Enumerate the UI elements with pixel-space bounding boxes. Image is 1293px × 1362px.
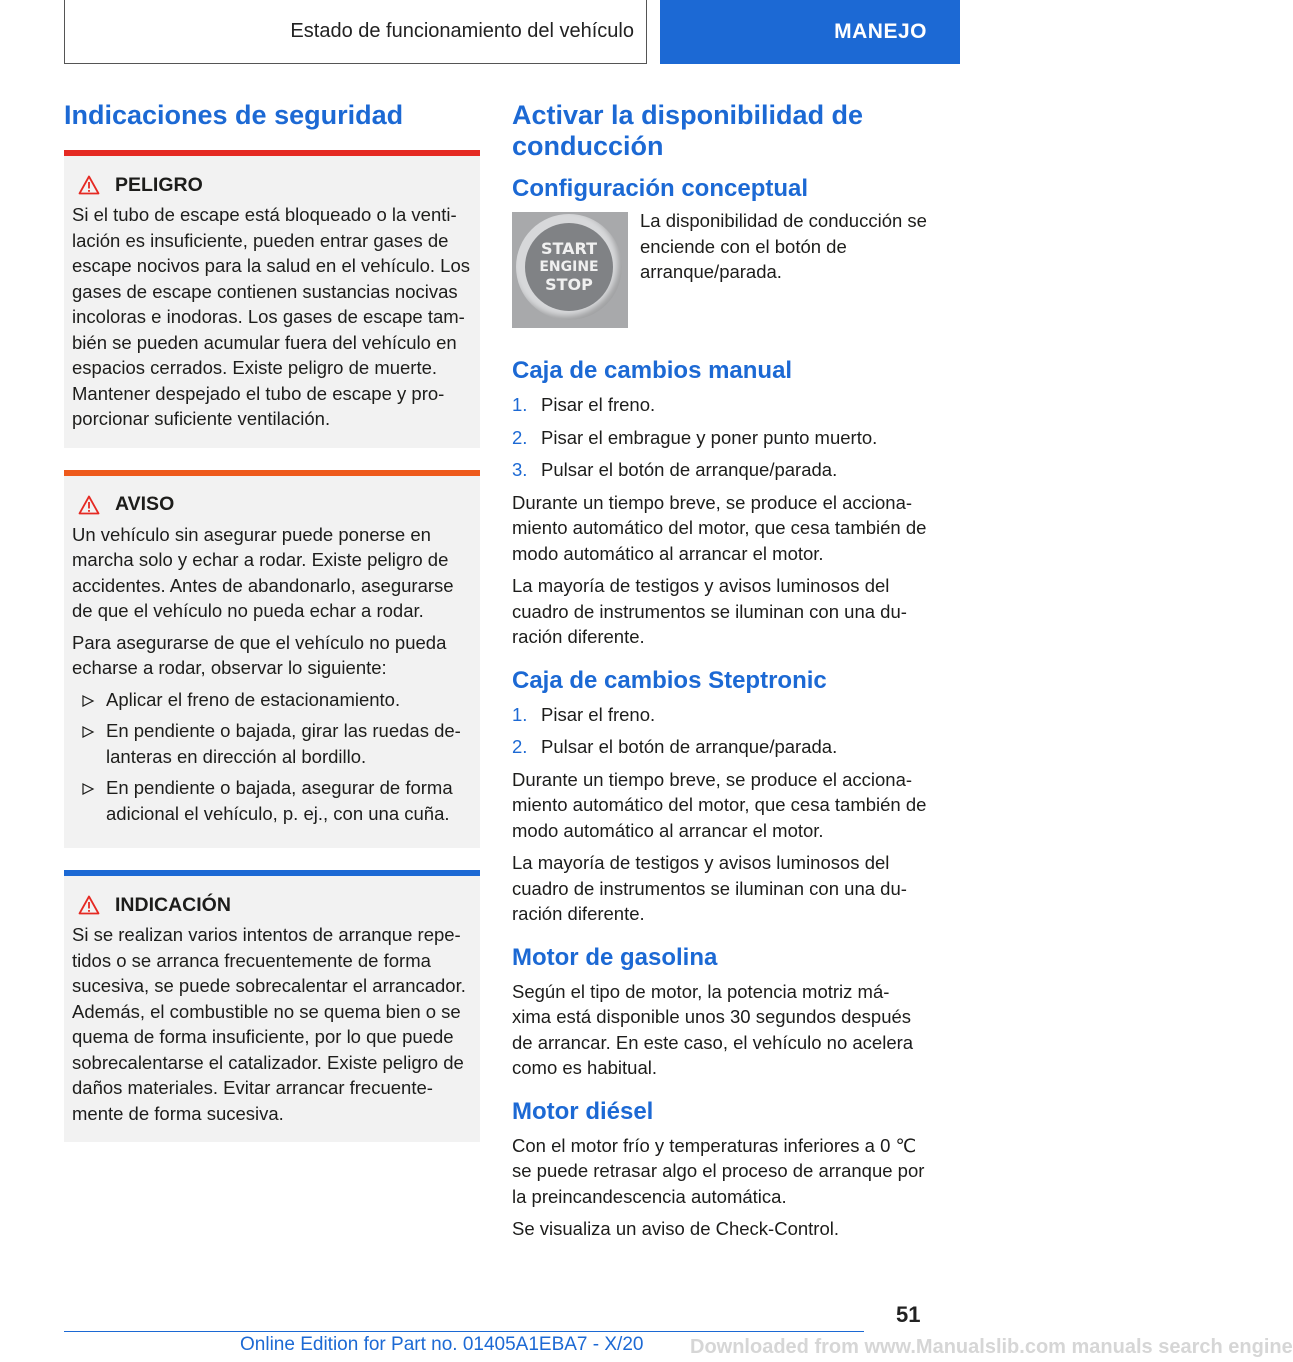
steptronic-paragraph-2: La mayoría de testigos y avisos luminosos del cuadro de instrumentos se iluminan con una du- ración diferente.: [512, 852, 907, 924]
start-stop-button-face: START ENGINE STOP: [525, 223, 613, 311]
right-column: [512, 100, 928, 1242]
steptronic-section: [512, 666, 928, 927]
manual-section: [512, 356, 928, 650]
gasoline-section: [512, 943, 928, 1081]
concept-block: [512, 212, 928, 328]
steptronic-paragraph-1: Durante un tiempo breve, se produce el acciona- miento automático del motor, que cesa también de modo automático al arrancar el motor.: [512, 768, 927, 841]
manual-steps: [512, 392, 928, 483]
manual-paragraph-2: La mayoría de testigos y avisos luminosos del cuadro de instrumentos se iluminan con una du- ración diferente.: [512, 575, 907, 647]
diesel-section: [512, 1097, 928, 1242]
warning-triangle-icon: [78, 175, 100, 195]
list-item: 2. Pisar el embrague y poner punto muerto.: [512, 426, 878, 448]
diesel-heading: Motor diésel: [512, 1097, 654, 1125]
warning-triangle-icon: [78, 895, 100, 915]
triangle-bullet-icon: [82, 726, 94, 738]
chapter-tab-label: MANEJO: [834, 20, 927, 43]
danger-text: Si el tubo de escape está bloqueado o la venti- lación es insuficiente, pueden entrar gases de escape nocivos para la salud en el vehículo. Los gases de escape contienen sustancias nocivas incoloras e inodoras. Los gases de escape tam- bién se pueden acumular fuera del vehículo en espacios cerrados. Existe peligro de muerte. Mantener despejado el tubo de escape y pro- porcionar suficiente ventilación.: [72, 204, 471, 429]
chapter-tab: [660, 0, 960, 64]
triangle-bullet-icon: [82, 783, 94, 795]
list-item: Aplicar el freno de estacionamiento.: [72, 687, 474, 713]
left-column: [64, 100, 480, 1164]
list-item: 1. Pisar el freno.: [512, 703, 656, 725]
warning-text-1: Un vehículo sin asegurar puede ponerse en marcha solo y echar a rodar. Existe peligro de accidentes. Antes de abandonarlo, asegurarse de que el vehículo no pueda echar a rodar.: [72, 523, 454, 621]
list-item: En pendiente o bajada, girar las ruedas de- lanteras en dirección al bordillo.: [72, 718, 474, 769]
section-title: Estado de funcionamiento del vehículo: [290, 20, 634, 42]
diesel-paragraph-2: Se visualiza un aviso de Check-Control.: [512, 1218, 839, 1239]
diesel-paragraph-1: Con el motor frío y temperaturas inferiores a 0 ℃ se puede retrasar algo el proceso de arranque por la preincandescencia automática.: [512, 1134, 925, 1207]
concept-heading: Configuración conceptual: [512, 175, 809, 202]
steptronic-steps: [512, 702, 928, 760]
notice-label: INDICACIÓN: [115, 893, 231, 916]
warning-bullet-list: [72, 687, 474, 827]
safety-title: Indicaciones de seguridad: [64, 100, 404, 130]
running-header: [64, 0, 647, 64]
gasoline-heading: Motor de gasolina: [512, 943, 718, 971]
notice-box: [64, 870, 480, 1142]
start-stop-button-image: [512, 212, 628, 328]
warning-label: AVISO: [115, 493, 175, 515]
steptronic-heading: Caja de cambios Steptronic: [512, 666, 827, 694]
notice-text: Si se realizan varios intentos de arranque repe- tidos o se arranca frecuentemente de forma sucesiva, se puede sobrecalentar el arrancador. Además, el combustible no se quema bien o se quema de forma insuficiente, por lo que puede sobrecalentarse el catalizador. Existe peligro de daños materiales. Evitar arrancar frecuente- mente de forma sucesiva.: [72, 924, 466, 1124]
manual-heading: Caja de cambios manual: [512, 357, 793, 384]
danger-label: PELIGRO: [115, 173, 203, 196]
concept-text: La disponibilidad de conducción se enciende con el botón de arranque/parada.: [640, 210, 927, 282]
watermark: Downloaded from www.Manualslib.com manuals search engine: [690, 1336, 1293, 1358]
list-item: 2. Pulsar el botón de arranque/parada.: [512, 736, 838, 757]
gasoline-paragraph: Según el tipo de motor, la potencia motriz má- xima está disponible unos 30 segundos después de arrancar. En este caso, el vehículo no acelera como es habitual.: [512, 980, 914, 1078]
page-number: 51: [896, 1302, 921, 1327]
triangle-bullet-icon: [82, 695, 94, 707]
danger-box: [64, 150, 480, 448]
warning-text-2: Para asegurarse de que el vehículo no pueda echarse a rodar, observar lo siguiente:: [72, 631, 447, 678]
warning-triangle-icon: [78, 495, 100, 515]
list-item: 3. Pulsar el botón de arranque/parada.: [512, 459, 838, 480]
list-item: 1. Pisar el freno.: [512, 394, 656, 415]
footer-divider: [64, 1331, 864, 1332]
drive-ready-title: Activar la disponibilidad de conducción: [512, 100, 864, 161]
warning-box: [64, 470, 480, 849]
list-item: En pendiente o bajada, asegurar de forma adicional el vehículo, p. ej., con una cuña.: [72, 775, 474, 826]
edition-footer: Online Edition for Part no. 01405A1EBA7 - X/20: [240, 1334, 644, 1355]
manual-paragraph-1: Durante un tiempo breve, se produce el acciona- miento automático del motor, que cesa también de modo automático al arrancar el motor.: [512, 491, 927, 564]
